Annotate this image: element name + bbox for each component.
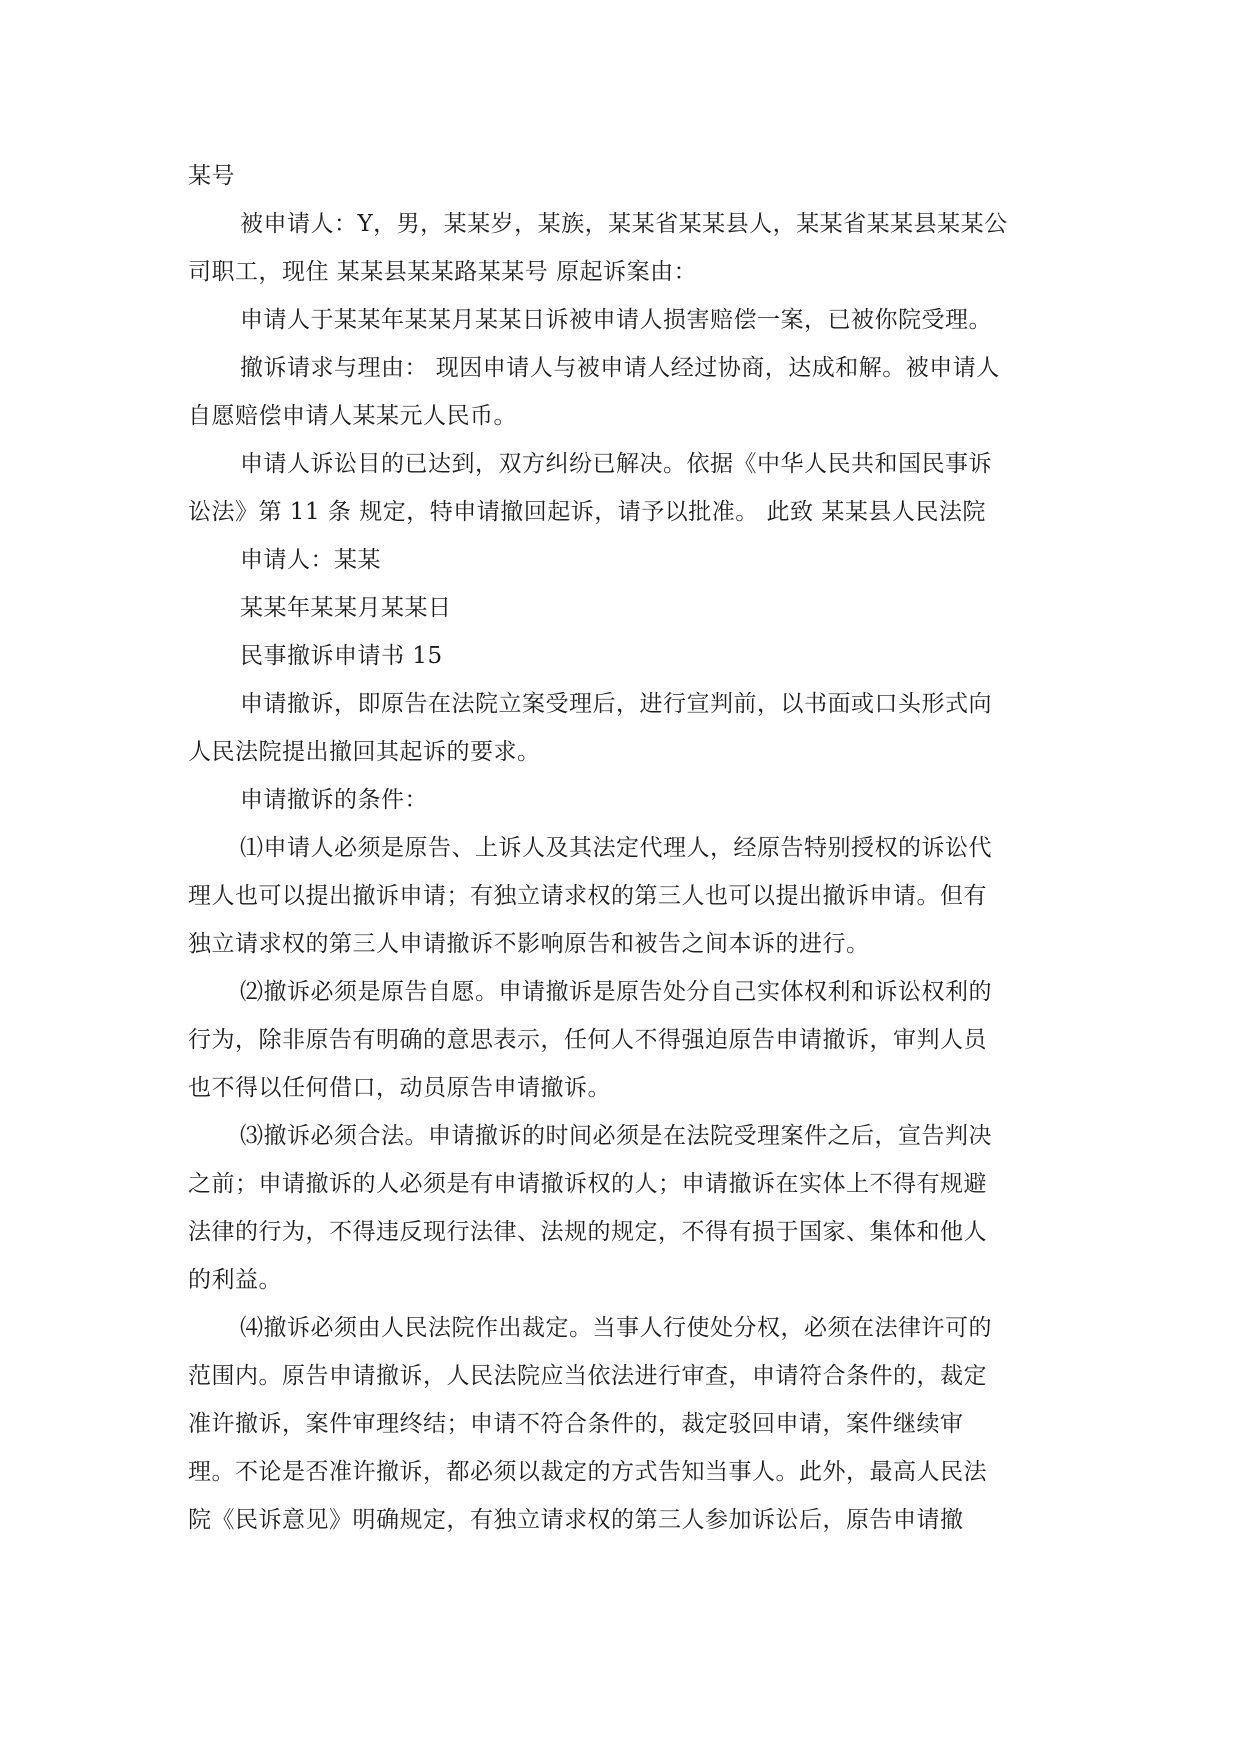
text-line: 被申请人：Y，男，某某岁，某族，某某省某某县人，某某省某某县某某公 xyxy=(240,211,1008,237)
text-line: 理。不论是否准许撤诉，都必须以裁定的方式告知当事人。此外，最高人民法 xyxy=(188,1459,987,1485)
text-line: 申请撤诉，即原告在法院立案受理后，进行宣判前，以书面或口头形式向 xyxy=(240,691,992,717)
text-line: 民事撤诉申请书 15 xyxy=(240,643,443,669)
text-line: ⑷撤诉必须由人民法院作出裁定。当事人行使处分权，必须在法律许可的 xyxy=(240,1315,992,1341)
text-line: 人民法院提出撤回其起诉的要求。 xyxy=(188,739,541,765)
text-line: 某某年某某月某某日 xyxy=(240,595,452,621)
text-line: 之前；申请撤诉的人必须是有申请撤诉权的人；申请撤诉在实体上不得有规避 xyxy=(188,1171,987,1197)
text-line: 范围内。原告申请撤诉，人民法院应当依法进行审查，申请符合条件的，裁定 xyxy=(188,1363,987,1389)
text-line: 申请撤诉的条件： xyxy=(240,787,428,813)
text-line: 自愿赔偿申请人某某元人民币。 xyxy=(188,403,517,429)
text-line: 也不得以任何借口，动员原告申请撤诉。 xyxy=(188,1075,611,1101)
text-line: 某号 xyxy=(188,163,235,189)
document-body xyxy=(188,152,1054,1544)
text-line: 讼法》第 11 条 规定，特申请撤回起诉，请予以批准。 此致 某某县人民法院 xyxy=(188,499,986,525)
text-line: 申请人：某某 xyxy=(240,547,381,573)
text-line: 院《民诉意见》明确规定，有独立请求权的第三人参加诉讼后，原告申请撤 xyxy=(188,1507,964,1533)
text-line: 行为，除非原告有明确的意思表示，任何人不得强迫原告申请撤诉，审判人员 xyxy=(188,1027,987,1053)
text-line: ⑵撤诉必须是原告自愿。申请撤诉是原告处分自己实体权利和诉讼权利的 xyxy=(240,979,992,1005)
text-line: 的利益。 xyxy=(188,1267,282,1293)
text-line: 申请人于某某年某某月某某日诉被申请人损害赔偿一案，已被你院受理。 xyxy=(240,307,992,333)
text-line: 准许撤诉，案件审理终结；申请不符合条件的，裁定驳回申请，案件继续审 xyxy=(188,1411,964,1437)
text-line: 独立请求权的第三人申请撤诉不影响原告和被告之间本诉的进行。 xyxy=(188,931,870,957)
text-line: ⑴申请人必须是原告、上诉人及其法定代理人，经原告特别授权的诉讼代 xyxy=(240,835,992,861)
text-line: 司职工，现住 某某县某某路某某号 原起诉案由： xyxy=(188,259,698,285)
text-line: ⑶撤诉必须合法。申请撤诉的时间必须是在法院受理案件之后，宣告判决 xyxy=(240,1123,992,1149)
text-line: 撤诉请求与理由： 现因申请人与被申请人经过协商，达成和解。被申请人 xyxy=(240,355,1000,381)
text-line: 申请人诉讼目的已达到，双方纠纷已解决。依据《中华人民共和国民事诉 xyxy=(240,451,992,477)
text-line: 法律的行为，不得违反现行法律、法规的规定，不得有损于国家、集体和他人 xyxy=(188,1219,987,1245)
text-line: 理人也可以提出撤诉申请；有独立请求权的第三人也可以提出撤诉申请。但有 xyxy=(188,883,987,909)
